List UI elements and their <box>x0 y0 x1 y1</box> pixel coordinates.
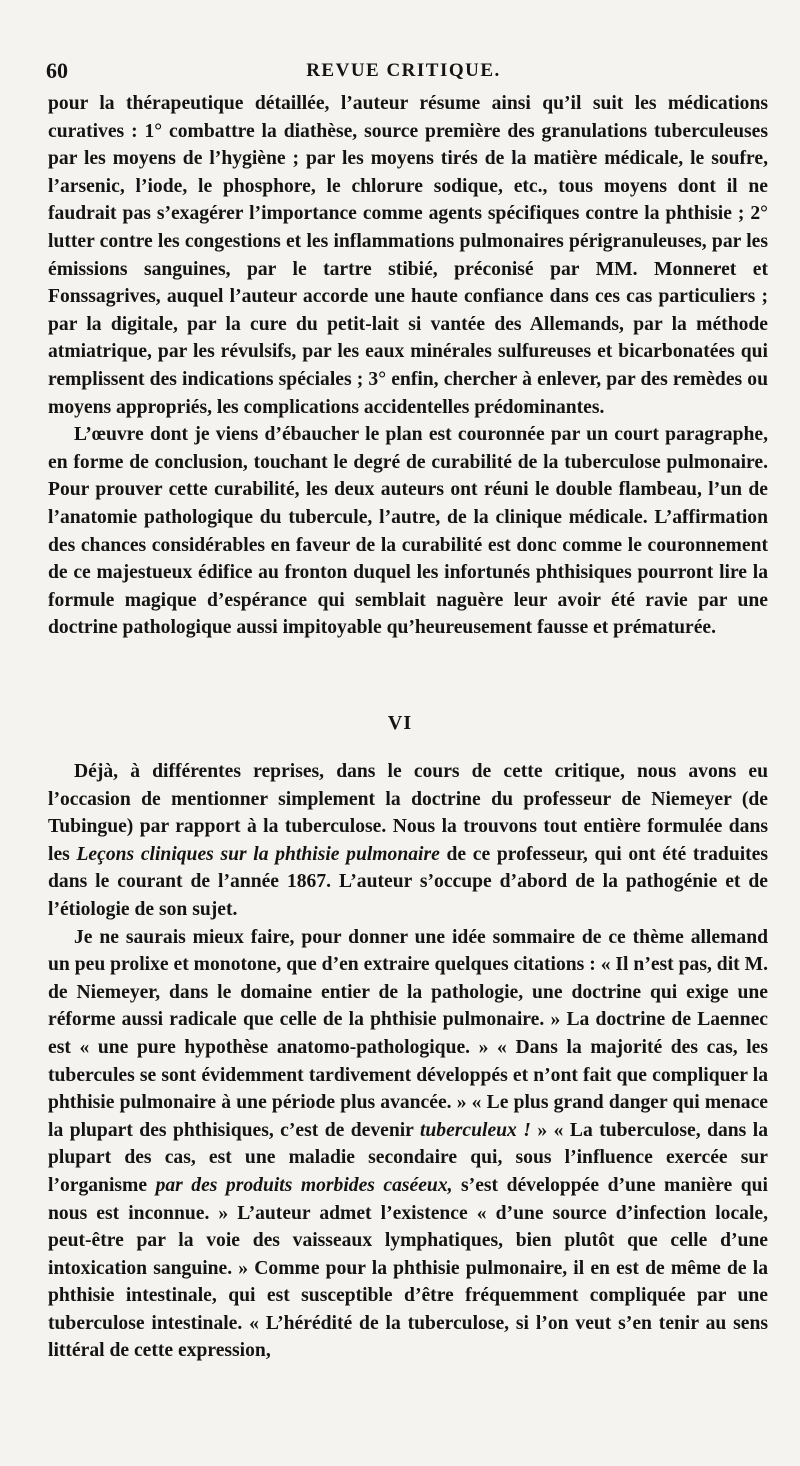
text-run: de ce professeur, qui ont été traduites dans le courant de l’année 1867. L’auteur s’occupe d’abord de la pathogénie et de l’étiologie de son sujet. <box>48 843 769 920</box>
text-block-bottom <box>48 758 768 1365</box>
paragraph-niemeyer-intro <box>48 758 768 924</box>
italic-term: tuberculeux ! <box>419 1119 531 1141</box>
text-run: » « La tuberculose, dans la plupart des cas, est une maladie secondaire qui, sous l’influence exercée sur l’organisme <box>48 1119 768 1196</box>
section-heading: VI <box>387 712 413 734</box>
text-block-top <box>48 90 768 642</box>
text-run: s’est développée d’une manière qui nous est inconnue. » L’auteur admet l’existence « d’une source d’infection locale, peut-être par la voie des vaisseaux lymphatiques, bien plutôt que celle d’une intoxication sanguine. » Comme pour la phthisie pulmonaire, il en est de même de la phthisie intestinale, qui est susceptible d’être fréquemment compliquée par une tuberculose intestinale. « L’hérédité de la tuberculose, si l’on veut s’en tenir au sens littéral de cette expression, <box>48 1174 768 1362</box>
text-run: Déjà, à différentes reprises, dans le cours de cette critique, nous avons eu l’occasion de mentionner simplement la doctrine du professeur de Niemeyer (de Tubingue) par rapport à la tuberculose. Nous la trouvons tout entière formulée dans les <box>48 761 768 865</box>
page-header <box>46 50 761 90</box>
text-run: Je ne saurais mieux faire, pour donner une idée sommaire de ce thème allemand un peu prolixe et monotone, que d’en extraire quelques citations : « Il n’est pas, dit M. de Niemeyer, dans le domaine entier de la pathologie, une doctrine qui exige une réforme aussi radicale que celle de la phthisie pulmonaire. » La doctrine de Laennec est « une pure hypothèse anatomo-pathologique. » « Dans la majorité des cas, les tubercules se sont évidemment tardivement développés et n’ont fait que compliquer la phthisie pulmonaire à une période plus avancée. » « Le plus grand danger qui menace la plupart des phthisiques, c’est de devenir <box>48 926 768 1141</box>
paragraph-therapeutics: pour la thérapeutique détaillée, l’auteur résume ainsi qu’il suit les médications curatives : 1° combattre la diathèse, source première des granulations tuberculeuses par les moyens de l’hygiène ; par les moyens tirés de la matière médicale, le soufre, l’arsenic, l’iode, le phosphore, le chlorure sodique, etc., tous moyens dont il ne faudrait pas s’exagérer l’importance comme agents spécifiques contre la phthisie ; 2° lutter contre les congestions et les inflammations pulmonaires périgranuleuses, par les émissions sanguines, par le tartre stibié, préconisé par MM. Monneret et Fonssagrives, auquel l’auteur accorde une haute confiance dans ces cas particuliers ; par la digitale, par la cure du petit-lait si vantée des Allemands, par la méthode atmiatrique, par les révulsifs, par les eaux minérales sulfureuses et bicarbonatées qui remplissent des indications spéciales ; 3° enfin, chercher à enlever, par des remèdes ou moyens appropriés, les complications accidentelles prédominantes. <box>48 93 768 418</box>
page-number: 60 <box>46 58 68 83</box>
book-title-italic: Leçons cliniques sur la phthisie pulmonaire <box>76 843 440 865</box>
paragraph-conclusion: L’œuvre dont je viens d’ébaucher le plan est couronnée par un court paragraphe, en forme de conclusion, touchant le degré de curabilité de la tuberculose pulmonaire. Pour prouver cette curabilité, les deux auteurs ont réuni le double flambeau, l’un de l’anatomie pathologique du tubercule, l’autre, de la clinique médicale. L’affirmation des chances considérables en faveur de la curabilité est donc comme le couronnement de ce majestueux édifice au fronton duquel les infortunés phthisiques pourront lire la formule magique d’espérance qui semblait naguère leur avoir été ravie par une doctrine pathologique aussi impitoyable qu’heureusement fausse et prématurée. <box>48 424 768 639</box>
running-title: REVUE CRITIQUE. <box>306 60 501 81</box>
italic-term: par des produits morbides caséeux, <box>155 1174 453 1196</box>
paragraph-citations <box>48 924 768 1366</box>
